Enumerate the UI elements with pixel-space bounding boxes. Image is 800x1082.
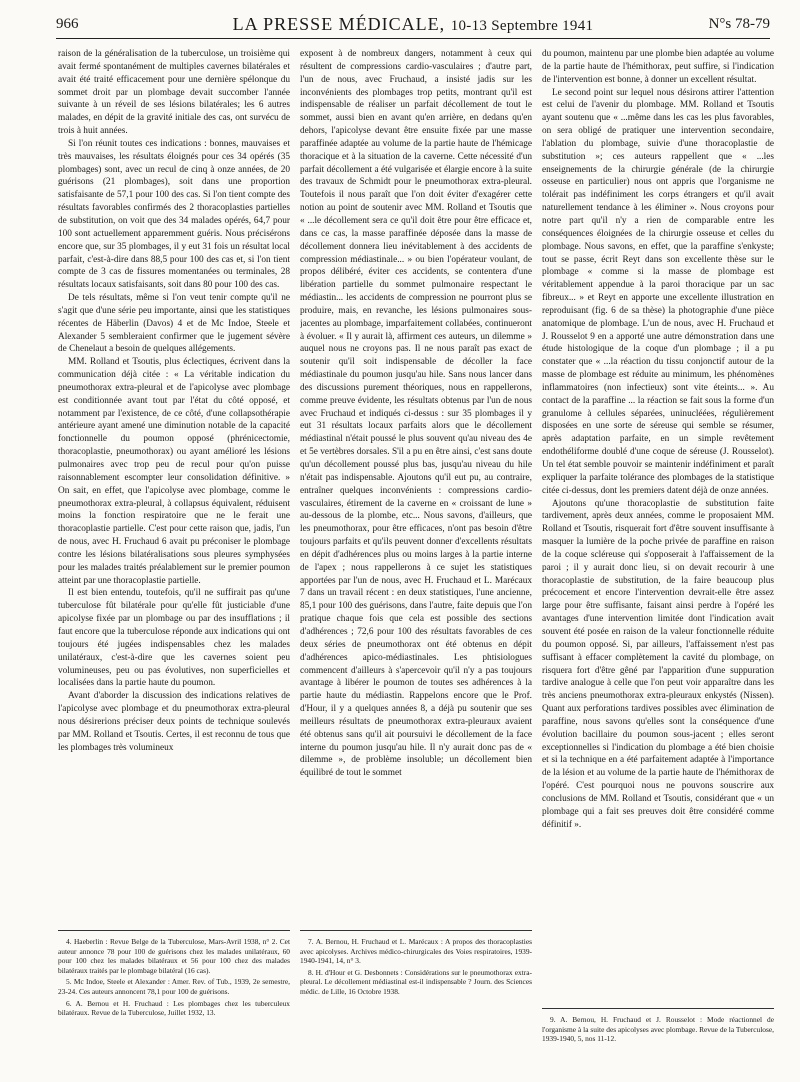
- page-number: 966: [56, 16, 79, 32]
- text-column-2: [300, 48, 532, 922]
- footnote: 6. A. Bernou et H. Fruchaud : Les plombages chez les tuberculeux bilatéraux. Revue de la Tuberculose, Juillet 1932, 13.: [58, 998, 290, 1018]
- text-column-3: [542, 48, 774, 1000]
- paragraph: exposent à de nombreux dangers, notamment à ceux qui résultent de compressions cardio-vasculaires ; d'autre part, l'un de nous, avec Fruchaud, a insisté jadis sur les inconvénients des plombages trop petits, montrant qu'il est indispensable de réaliser un parfait décollement de tout le sommet, aussi bien en avant qu'en arrière, en dedans qu'en dehors, l'apicolyse devant être ensuite fixée par une masse paraffinée adaptée au volume de la partie haute de l'hémicage thoracique et à la situation de la caverne. Cette nécessité d'un parfait décollement a été vulgarisée et élargie encore à la suite des travaux de Schmidt pour le pneumothorax extra-pleural. Toutefois il nous paraît que l'on doit éviter d'exagérer cette notion au point de soutenir avec MM. Rolland et Tsoutis que « ...le décollement sera ce qu'il doit être pour être efficace et, dans ce cas, la masse paraffinée déposée dans la masse de décollement donnera lieu inévitablement à des accidents de compression médiastinale... » ou bien l'opérateur voulant, de propos délibéré, éviter ces accidents, se contentera d'une libération partielle du sommet pulmonaire respectant le médiastin... les accidents de compression ne pourront plus se produire, mais, en revanche, les lésions pulmonaires sous-jacentes au plombage, imparfaitement collabées, continueront à évoluer. « Il y aurait là, affirment ces auteurs, un dilemme » auquel nous ne croyons pas. Il ne nous paraît pas exact de soutenir qu'il soit indispensable de décoller la face médiastinale du poumon jusqu'au hile. Sans nous lancer dans des discussions purement théoriques, nous en rappellerons, comme preuve évidente, les résultats obtenus par l'un de nous avec Fruchaud et indiqués ci-dessus : sur 35 plombages il y eut 31 résultats locaux parfaits alors que le décollement médiastinal n'était poussé le plus souvent qu'au niveau des 4e et 5e vertèbres dorsales. S'il a pu en être ainsi, c'est sans doute qu'un décollement poussé plus bas, jusqu'au niveau du hile n'était pas indispensable. Ajoutons qu'il eut pu, au contraire, entraîner quelques inconvénients : compressions cardio-vasculaires, étirement de la caverne en « croissant de lune » au-dessous de la plombe, etc... Nous savons, d'ailleurs, que les pneumothorax, pour être efficaces, n'ont pas besoin d'être toujours parfaits et qu'ils peuvent donner d'excellents résultats en dépit d'adhérences plus ou moins larges à la partie interne de l'apex ; nous rappellerons à ce sujet les statistiques apportées par l'un de nous, avec H. Fruchaud et L. Marécaux 7 dans un travail récent : en deux statistiques, l'une ancienne, 85,1 pour 100 des guérisons, dans l'autre, faite depuis que l'on pratique chaque fois que cela est possible des sections d'adhérences ; 72,6 pour 100 des résultats favorables de ces deux séries de pneumothorax ont été obtenus en dépit d'adhérences apico-médiastinales. Les phtisiologues commencent d'ailleurs à s'apercevoir qu'il n'y a pas toujours avantage à libérer le poumon de toutes ses adhérences à la partie haute du médiastin. Rappelons encore que le Prof. d'Hour, il y a quelques années 8, a déjà pu soutenir que ses meilleurs résultats de pneumothorax extra-pleuraux avaient été obtenus sans qu'il ait poursuivi le décollement de la face interne du poumon jusqu'au hile. Il n'y aurait donc pas de « dilemme », de problème insoluble; un décollement bien équilibré de tout le sommet: [300, 49, 532, 779]
- footnotes-column-2: [300, 930, 532, 1079]
- text-column-1: [58, 48, 290, 922]
- journal-title-line: [56, 14, 770, 35]
- paragraph: raison de la généralisation de la tuberculose, un troisième qui avait fermé spontanément de multiples cavernes bilatérales et avait été traité efficacement pour une dernière spélonque du sommet droit par un plombage devait succomber l'année suivante à un réveil de ses lésions bilatérales; les 6 autres malades, en dépit de la gravité initiale des cas, ont survécu de trois à huit années.: [58, 49, 290, 137]
- paragraph: MM. Rolland et Tsoutis, plus éclectiques, écrivent dans la communication déjà citée : « La véritable indication du pneumothorax extra-pleural et de l'apicolyse avec plombage est conditionnée avant tout par l'état du côté opposé, et notamment par l'existence, de ce côté, d'une collapsothérapie antérieure ayant amené une diminution notable de la capacité fonctionnelle du poumon opposé (phrénicectomie, thoracoplastie, pneumothorax) ou ayant amélioré les lésions pulmonaires avec trop peu de recul pour qu'on puisse raisonnablement escompter leur consolidation définitive. » On sait, en effet, que l'apicolyse avec plombage, comme le pneumothorax extra-pleural, à collapsus équivalent, réduisent moins la fonction respiratoire que ne le ferait une thoracoplastie partielle. C'est pour cette raison que, jadis, l'un de nous, avec H. Fruchaud 6 avait pu préconiser le plombage contre les lésions bilatéralisations sous pleures symphysées pour les malades traités préalablement sur le premier poumon atteint par une thoracoplastie partielle.: [58, 357, 290, 586]
- journal-title: LA PRESSE MÉDICALE,: [232, 14, 446, 34]
- footnotes-column-3: [542, 1008, 774, 1079]
- footnote: 4. Haeberlin : Revue Belge de la Tuberculose, Mars-Avril 1938, n° 2. Cet auteur annonce 78 pour 100 de guérisons chez les malades unilatéraux, 60 pour 100 chez les malades bilatéraux et 56 pour 100 chez des malades bilatéraux traités par le plombage bilatéral (16 cas).: [58, 937, 290, 975]
- page-header: [56, 14, 770, 39]
- paragraph: du poumon, maintenu par une plombe bien adaptée au volume de la partie haute de l'hémithorax, peut suffire, si l'indication de l'intervention est bonne, à donner un excellent résultat.: [542, 49, 774, 85]
- paragraph: Si l'on réunit toutes ces indications : bonnes, mauvaises et très mauvaises, les résultats éloignés pour ces 34 opérés (35 plombages) sont, avec un recul de cinq à onze années, de 20 guérisons (21 plombages), soit dans une proportion satisfaisante de 57,1 pour 100 des cas. Si l'on tient compte des résultats favorables confirmés des 2 thoracoplasties partielles de substitution, on voit que des 34 malades opérés, 64,7 pour 100 sont actuellement apparemment guéris. Nous précisérons encore que, sur 35 plombages, il y eut 31 fois un résultat local parfait, c'est-à-dire dans 88,5 pour 100 des cas et, si l'on tient compte de 3 cas de fissures momentanées ou terminales, 28 résultats locaux satisfaisants, soit dans 80 pour 100 des cas.: [58, 138, 290, 291]
- issue-number: N°s 78-79: [708, 16, 770, 32]
- footnote: 8. H. d'Hour et G. Desbonnets : Considérations sur le pneumothorax extra-pleural. Le décollement médiastinal est-il indispensable ? Journ. des Sciences médic. de Lille, 16 Octobre 1938.: [300, 967, 532, 996]
- issue-date: 10-13 Septembre 1941: [450, 18, 594, 34]
- paragraph: Avant d'aborder la discussion des indications relatives de l'apicolyse avec plombage et du pneumothorax extra-pleural nous désirerions préciser deux points de technique soulevés par MM. Rolland et Tsoutis. Certes, il est reconnu de tous que les plombages très volumineux: [58, 691, 290, 753]
- footnote: 9. A. Bernou, H. Fruchaud et J. Rousselot : Mode réactionnel de l'organisme à la suite des apicolyses avec plombage. Revue de la Tuberculose, 1939-1940, 5, nos 11-12.: [542, 1015, 774, 1044]
- footnote: 5. Mc Indoe, Steele et Alexander : Amer. Rev. of Tub., 1939, 2e semestre, 23-24. Ces auteurs annoncent 78,1 pour 100 de guérisons.: [58, 977, 290, 996]
- paragraph: Ajoutons qu'une thoracoplastie de substitution faite tardivement, après deux années, comme le proposaient MM. Rolland et Tsoutis, risquerait fort d'être souvent insuffisante à masquer la lumière de la poche privée de paraffine en raison de la coque scléreuse qui s'opposerait à l'affaissement de la paroi ; il y aurait donc lieu, si on devait recourir à une thoracoplastie de substitution, de la faire beaucoup plus précocement et encore l'intervention devrait-elle être assez large pour être suffisante, faisant ainsi perdre à l'opéré les avantages d'une intervention limitée dont l'indication avait souvent été posée en raison de la valeur fonctionnelle réduite du poumon opposé. Si, par ailleurs, l'affaissement n'est pas suffisant à effacer complètement la cavité du plombage, on risquera fort d'être gêné par l'apparition d'une suppuration tardive analogue à celle que l'on peut voir apparaître dans les très anciens pneumothorax extra-pleuraux enkystés (Nissen). Quant aux perforations tardives possibles avec élimination de paraffine, nous savons qu'elles sont la conséquence d'une évolution bacillaire du poumon sous-jacent ; elles seront exceptionnelles si l'indication du plombage a été bien choisie et si la technique en a été parfaitement adaptée à l'importance de la lésion et au volume de la partie haute de l'hémithorax de l'opéré. C'est pourquoi nous ne pouvons souscrire aux conclusions de MM. Rolland et Tsoutis, considérant que « un plombage qui a fait ses preuves doit être considéré comme définitif ».: [542, 498, 774, 830]
- paragraph: De tels résultats, même si l'on veut tenir compte qu'il ne s'agit que d'une série peu importante, ainsi que les statistiques récentes de Häberlin (Davos) 4 et de Mc Indoe, Steele et Alexander 5 sembleraient confirmer que le jugement sévère de Chenelaut a besoin de quelques allégements.: [58, 293, 290, 355]
- paragraph: Le second point sur lequel nous désirons attirer l'attention est celui de l'avenir du plombage. MM. Rolland et Tsoutis ayant soutenu que « ...même dans les cas les plus favorables, on sera obligé de pratiquer une intervention secondaire, l'ablation du plombage, suivie d'une thoracoplastie de substitution »; ces auteurs rappellent que « ...les enseignements de la chirurgie générale (de la chirurgie osseuse en particulier) nous ont appris que l'organisme ne tolérait pas indéfiniment les corps étrangers et qu'il avait naturellement tendance à les éliminer ». Nous croyons pour notre part qu'il n'y a rien de comparable entre les conséquences éloignées de la chirurgie osseuse et celles du plombage. Nous savons, en effet, que la paraffine s'enkyste; tout se passe, écrit Reyt dans son excellente thèse sur le plombage « comme si la masse de plombage est véritablement appendue à la paroi thoracique par un sac fibreux... » et Reyt en apporte une excellente illustration en reproduisant (fig. 6 de sa thèse) la photographie d'une pièce anatomique de plombage. L'un de nous, avec H. Fruchaud et J. Rousselot 9 en a apporté une autre démonstration dans une étude histologique de la coque d'un plombage ; il a pu constater que « ...la réaction du tissu conjonctif autour de la masse de plombage est réduite au minimum, les phénomènes inflammatoires (non infectieux) sont vite éteints... ». Au contact de la paraffine ... la réaction se fait sous la forme d'un granulome à cellules séparées, uninucléées, régulièrement disposées en une sorte de séreuse qui semble se résumer, après adaptation parfaite, en un simple revêtement endothéliforme doublé d'une coque de séreuse (J. Rousselot). Un tel état semble pouvoir se maintenir indéfiniment et paraît expliquer la parfaite tolérance des plombages de la statistique citée ci-dessus, dont les premiers datent déjà de onze années.: [542, 87, 774, 496]
- footnote: 7. A. Bernou, H. Fruchaud et L. Marécaux : A propos des thoracoplasties avec apicolyses. Archives médico-chirurgicales des Voies respiratoires, 1939-1940-1941, 14, n° 3.: [300, 937, 532, 966]
- footnotes-column-1: [58, 930, 290, 1079]
- paragraph: Il est bien entendu, toutefois, qu'il ne suffirait pas qu'une tuberculose fût bilatérale pour qu'elle fût justiciable d'une apicolyse fixée par un plombage ou par des insufflations ; il faut encore que la tuberculose réponde aux indications qui ont toujours été jugées indispensables chez les malades unilatéraux, c'est-à-dire que les cavernes soient peu volumineuses, peu ou pas évolutives, non superficielles et localisées dans la partie haute du poumon.: [58, 588, 290, 689]
